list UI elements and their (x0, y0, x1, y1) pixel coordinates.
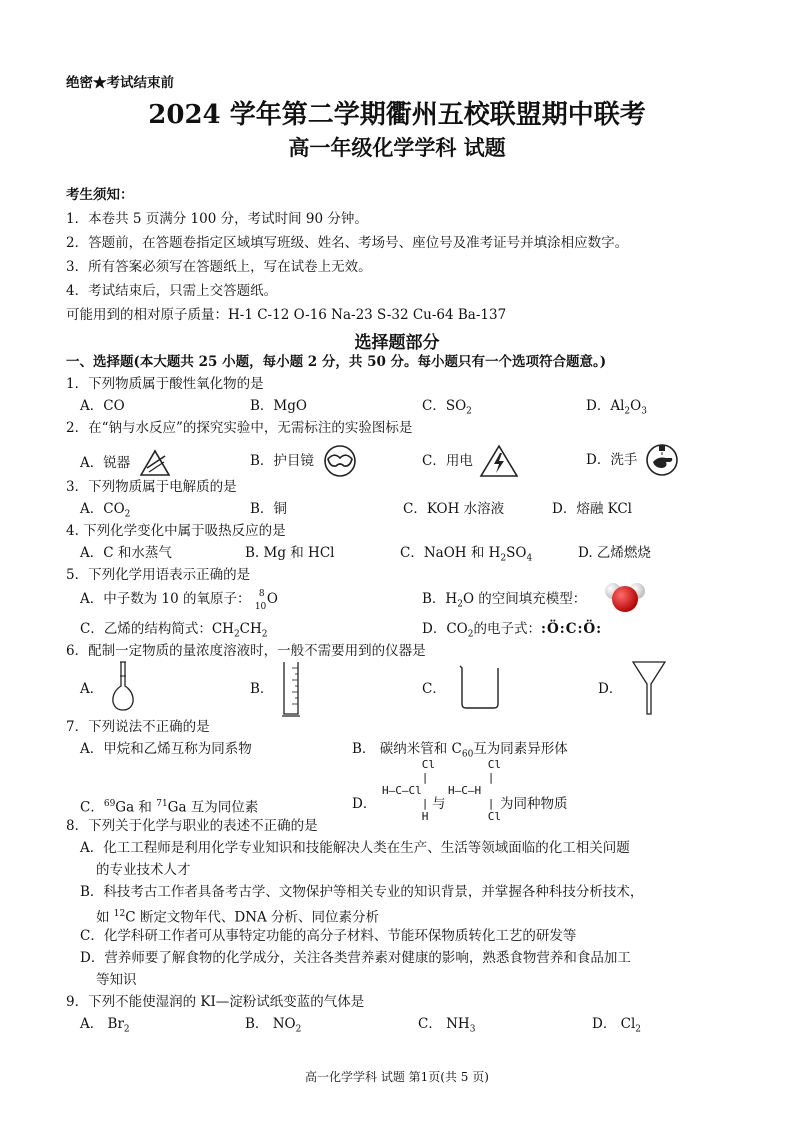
exam-title: 2024 学年第二学期衢州五校联盟期中联考 (148, 100, 646, 130)
q6-stem: 6．配制一定物质的量浓度溶液时，一般不需要用到的仪器是 (66, 643, 426, 659)
beaker-icon (458, 664, 500, 710)
q3-option-b: B．铜 (250, 501, 287, 517)
goggles-icon (320, 444, 360, 478)
q8-option-a-cont: 的专业技术人才 (96, 862, 191, 878)
volumetric-flask-icon (110, 660, 136, 712)
q6-option-a: A． (80, 681, 104, 697)
q7-and-label: 与 (432, 796, 446, 812)
dichloromethane-structure-1: Cl | H—C—Cl | H (382, 758, 435, 823)
q3-option-c: C．KOH 水溶液 (403, 501, 505, 517)
q1-option-d: D．$Al_2O_3$ (586, 398, 647, 417)
q8-option-a: A．化工工程师是利用化学专业知识和技能解决人类在生产、生活等领域面临的化工相关问题 (80, 840, 630, 856)
notice-item: 1．本卷共 5 页满分 100 分，考试时间 90 分钟。 (66, 211, 368, 227)
q5-option-a: A．中子数为 10 的氧原子： 8 10 O (80, 588, 278, 612)
section-instruction: 一、选择题(本大题共 25 小题，每小题 2 分，共 50 分。每小题只有一个选项符合题意。) (66, 354, 607, 370)
page-footer: 高一化学学科 试题 第1页(共 5 页) (305, 1070, 489, 1084)
sharp-object-icon (137, 448, 173, 478)
q4-option-b: B. Mg 和 HCl (245, 545, 335, 561)
q9-option-a: A． $Br_2$ (80, 1016, 130, 1035)
water-space-filling-model (604, 580, 646, 614)
notice-item: 4．考试结束后，只需上交答题纸。 (66, 283, 278, 299)
q2-option-b: B．护目镜 (250, 444, 360, 478)
q3-option-d: D．熔融 KCl (552, 501, 632, 517)
q6-option-c: C． (422, 681, 446, 697)
q8-option-b: B．科技考古工作者具备考古学、文物保护等相关专业的知识背景，并掌握各种科技分析技术， (80, 884, 644, 900)
graduated-cylinder-icon (282, 660, 300, 718)
q5-option-b: B．$H_2O$ 的空间填充模型： (422, 591, 587, 610)
section-title: 选择题部分 (354, 333, 440, 353)
q2-option-c: C．用电 (422, 444, 519, 478)
q2-stem: 2．在“钠与水反应”的探究实验中，无需标注的实验图标是 (66, 420, 413, 436)
q7-option-b: B． 碳纳米管和 $C_{60}$互为同素异形体 (352, 741, 568, 760)
dichloromethane-structure-2: Cl | H—C—H | Cl (448, 758, 501, 823)
notice-item: 2．答题前，在答题卷指定区域填写班级、姓名、考场号、座位号及准考证号并填涂相应数字。 (66, 235, 629, 251)
q2-option-a: A．锐器 (80, 448, 173, 478)
q7-option-d-rest: 为同种物质 (500, 796, 568, 812)
q8-stem: 8．下列关于化学与职业的表述不正确的是 (66, 818, 318, 834)
q3-option-a: A．$CO_2$ (80, 501, 131, 520)
q5-option-d: D．$CO_2$的电子式：:Ö:C:Ö: (422, 621, 603, 640)
q1-option-c: C．$SO_2$ (422, 398, 472, 417)
q6-option-b: B． (250, 681, 274, 697)
q3-stem: 3．下列物质属于电解质的是 (66, 479, 237, 495)
q8-option-d-cont: 等知识 (96, 972, 137, 988)
q8-option-d: D．营养师要了解食物的化学成分，关注各类营养素对健康的影响，熟悉食物营养和食品加工 (80, 950, 631, 966)
q7-stem: 7．下列说法不正确的是 (66, 719, 210, 735)
secret-label: 绝密★考试结束前 (66, 75, 174, 91)
q4-option-c: C．NaOH 和 $H_2SO_4$ (400, 545, 533, 564)
q9-stem: 9．下列不能使湿润的 KI—淀粉试纸变蓝的气体是 (66, 994, 365, 1010)
electricity-icon (479, 444, 519, 478)
q7-option-c: C．$^{69}$Ga 和 $^{71}$Ga 互为同位素 (80, 799, 259, 816)
q8-option-b-cont: 如 $^{12}$C 断定文物年代、DNA 分析、同位素分析 (96, 909, 380, 926)
q9-option-d: D． $Cl_2$ (592, 1016, 641, 1035)
funnel-icon (632, 660, 666, 716)
q8-option-c: C．化学科研工作者可从事特定功能的高分子材料、节能环保物质转化工艺的研发等 (80, 928, 577, 944)
q1-option-b: B．MgO (250, 398, 307, 414)
hand-wash-icon (644, 442, 680, 478)
q7-option-d: D． (352, 796, 377, 812)
notice-heading: 考生须知： (66, 187, 134, 203)
q5-option-c: C．乙烯的结构简式：$CH_2CH_2$ (80, 621, 268, 640)
q7-option-a: A．甲烷和乙烯互称为同系物 (80, 741, 252, 757)
q9-option-b: B． $NO_2$ (245, 1016, 302, 1035)
q4-option-d: D. 乙烯燃烧 (578, 545, 651, 561)
q2-option-d: D．洗手 (586, 442, 680, 478)
q4-stem: 4. 下列化学变化中属于吸热反应的是 (66, 523, 286, 539)
notice-item: 3．所有答案必须写在答题纸上，写在试卷上无效。 (66, 259, 372, 275)
q1-option-a: A．CO (80, 398, 125, 414)
atomic-masses: 可能用到的相对原子质量：H-1 C-12 O-16 Na-23 S-32 Cu-64 Ba-137 (66, 307, 507, 323)
q1-stem: 1．下列物质属于酸性氧化物的是 (66, 376, 264, 392)
q4-option-a: A．C 和水蒸气 (80, 545, 172, 561)
q6-option-d: D． (598, 681, 623, 697)
exam-subtitle: 高一年级化学学科 试题 (288, 135, 506, 160)
q9-option-c: C． $NH_3$ (418, 1016, 476, 1035)
q5-stem: 5．下列化学用语表示正确的是 (66, 567, 251, 583)
